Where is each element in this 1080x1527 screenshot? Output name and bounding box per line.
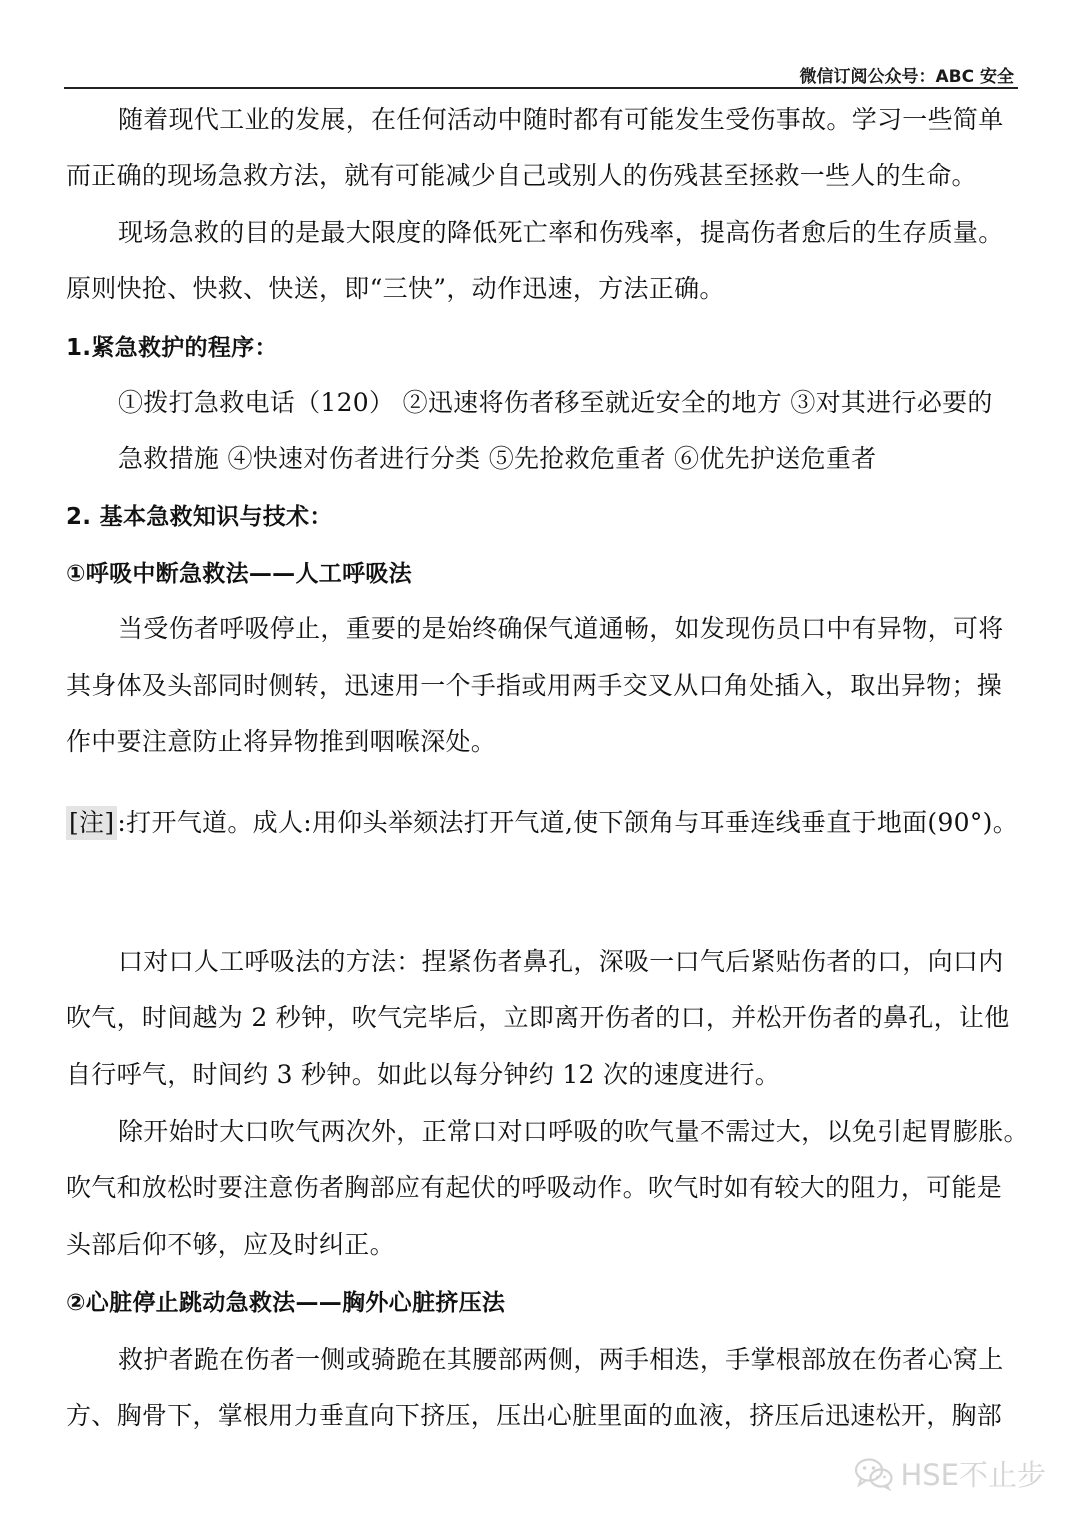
section-1-steps-line-1: ①拨打急救电话（120） ②迅速将伤者移至就近安全的地方 ③对其进行必要的 [118, 388, 993, 417]
cpr-para-line-1: 救护者跪在伤者一侧或骑跪在其腰部两侧，两手相迭，手掌根部放在伤者心窝上 [118, 1345, 1004, 1374]
subsection-1-para-line-1: 当受伤者呼吸停止，重要的是始终确保气道通畅，如发现伤员口中有异物，可将 [118, 614, 1004, 643]
intro-line-4: 原则快抢、快救、快送，即“三快”，动作迅速，方法正确。 [66, 274, 725, 303]
wechat-icon [854, 1457, 894, 1491]
mouth-para-2-line-3: 头部后仰不够，应及时纠正。 [66, 1230, 395, 1259]
subsection-1-heading: ①呼吸中断急救法——人工呼吸法 [66, 561, 412, 587]
header-account-label: 微信订阅公众号：ABC 安全 [799, 67, 1014, 87]
subsection-1-para-line-2: 其身体及头部同时侧转，迅速用一个手指或用两手交叉从口角处插入，取出异物；操 [66, 671, 1003, 700]
note-text: :打开气道。成人:用仰头举颏法打开气道,使下颌角与耳垂连线垂直于地面(90°)。 [117, 808, 1019, 837]
subsection-1-para-line-3: 作中要注意防止将异物推到咽喉深处。 [66, 727, 497, 756]
intro-line-3: 现场急救的目的是最大限度的降低死亡率和伤残率，提高伤者愈后的生存质量。 [118, 218, 1004, 247]
subsection-2-heading: ②心脏停止跳动急救法——胸外心脏挤压法 [66, 1290, 506, 1316]
mouth-para-1-line-3: 自行呼气，时间约 3 秒钟。如此以每分钟约 12 次的速度进行。 [66, 1060, 781, 1089]
watermark [854, 1453, 1046, 1494]
header-divider [64, 87, 1018, 89]
section-2-heading: 2. 基本急救知识与技术： [66, 504, 333, 530]
section-1-steps-line-2: 急救措施 ④快速对伤者进行分类 ⑤先抢救危重者 ⑥优先护送危重者 [118, 444, 877, 473]
note-line [66, 806, 1026, 840]
intro-line-1: 随着现代工业的发展，在任何活动中随时都有可能发生受伤事故。学习一些简单 [118, 105, 1004, 134]
mouth-para-2-line-2: 吹气和放松时要注意伤者胸部应有起伏的呼吸动作。吹气时如有较大的阻力，可能是 [66, 1173, 1003, 1202]
intro-line-2: 而正确的现场急救方法，就有可能减少自己或别人的伤残甚至拯救一些人的生命。 [66, 161, 977, 190]
mouth-para-1-line-2: 吹气，时间越为 2 秒钟，吹气完毕后，立即离开伤者的口，并松开伤者的鼻孔，让他 [66, 1003, 1010, 1032]
mouth-para-1-line-1: 口对口人工呼吸法的方法：捏紧伤者鼻孔，深吸一口气后紧贴伤者的口，向口内 [118, 947, 1004, 976]
mouth-para-2-line-1: 除开始时大口吹气两次外，正常口对口呼吸的吹气量不需过大，以免引起胃膨胀。 [118, 1117, 1029, 1146]
note-tag: [注] [66, 806, 117, 840]
section-1-heading: 1.紧急救护的程序： [66, 335, 278, 361]
watermark-text: HSE不止步 [900, 1458, 1046, 1492]
cpr-para-line-2: 方、胸骨下，掌根用力垂直向下挤压，压出心脏里面的血液，挤压后迅速松开，胸部 [66, 1401, 1003, 1430]
